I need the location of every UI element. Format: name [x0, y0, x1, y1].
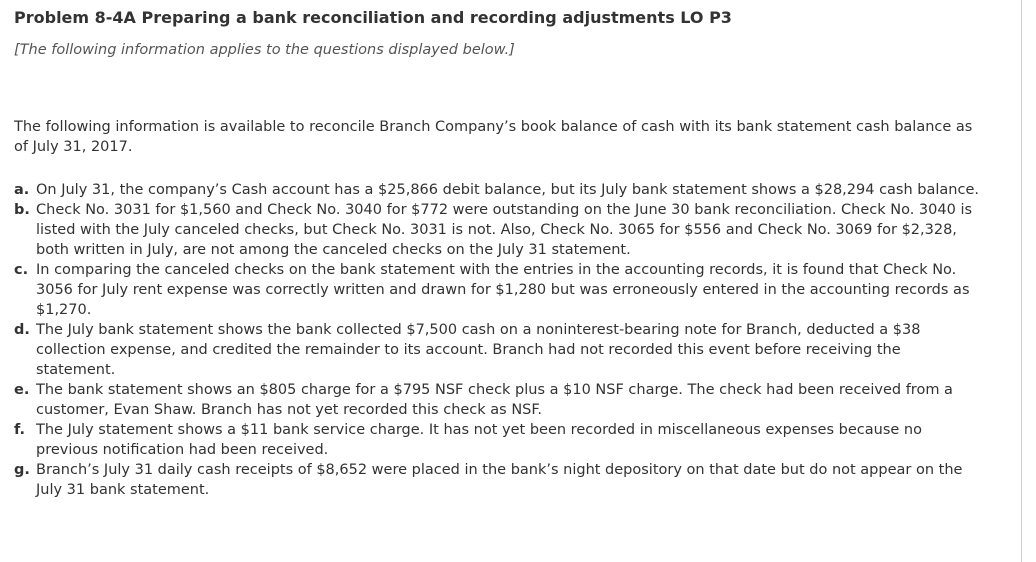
list-item [14, 200, 984, 260]
list-item-text: On July 31, the company’s Cash account has a $25,866 debit balance, but its July bank statement shows a $28,294 cash balance. [36, 182, 979, 198]
right-scroll-edge [1021, 0, 1036, 562]
list-item-text: The July bank statement shows the bank collected $7,500 cash on a noninterest-bearing note for Branch, deducted a $38 collection expense, and credited the remainder to its account. Branch had not recorded this event before receiving the statement. [36, 322, 921, 378]
list-item-text: The bank statement shows an $805 charge for a $795 NSF check plus a $10 NSF charge. The check had been received from a customer, Evan Shaw. Branch has not yet recorded this check as NSF. [36, 382, 953, 418]
list-item-marker: g. [14, 462, 30, 478]
list-item-text: In comparing the canceled checks on the bank statement with the entries in the accounting records, it is found that Check No. 3056 for July rent expense was correctly written and drawn for $1,280 but was erroneously entered in the accounting records as $1,270. [36, 262, 970, 318]
list-item-marker: e. [14, 382, 30, 398]
list-item-marker: a. [14, 182, 30, 198]
list-item [14, 260, 984, 320]
list-item-text: The July statement shows a $11 bank service charge. It has not yet been recorded in miscellaneous expenses because no previous notification had been received. [36, 422, 922, 458]
list-item-marker: c. [14, 262, 29, 278]
list-item [14, 380, 984, 420]
list-item [14, 320, 984, 380]
list-item-text: Check No. 3031 for $1,560 and Check No. 3040 for $772 were outstanding on the June 30 bank reconciliation. Check No. 3040 is listed with the July canceled checks, but Check No. 3031 is not. Also, Check No. 3065 for $556 and Check No. 3069 for $2,328, both written in July, are not among the canceled checks on the July 31 statement. [36, 202, 973, 258]
list-item-marker: b. [14, 202, 30, 218]
applies-note: [The following information applies to the questions displayed below.] [14, 42, 515, 58]
intro-paragraph: The following information is available to reconcile Branch Company’s book balance of cash with its bank statement cash balance as of July 31, 2017. [14, 118, 973, 155]
list-item-marker: d. [14, 322, 30, 338]
list-item [14, 180, 984, 200]
information-list [14, 180, 984, 500]
list-item [14, 420, 984, 460]
list-item-marker: f. [14, 422, 26, 438]
problem-title: Problem 8-4A Preparing a bank reconciliation and recording adjustments LO P3 [14, 8, 732, 27]
list-item-text: Branch’s July 31 daily cash receipts of $8,652 were placed in the bank’s night depository on that date but do not appear on the July 31 bank statement. [36, 462, 963, 498]
list-item [14, 460, 984, 500]
